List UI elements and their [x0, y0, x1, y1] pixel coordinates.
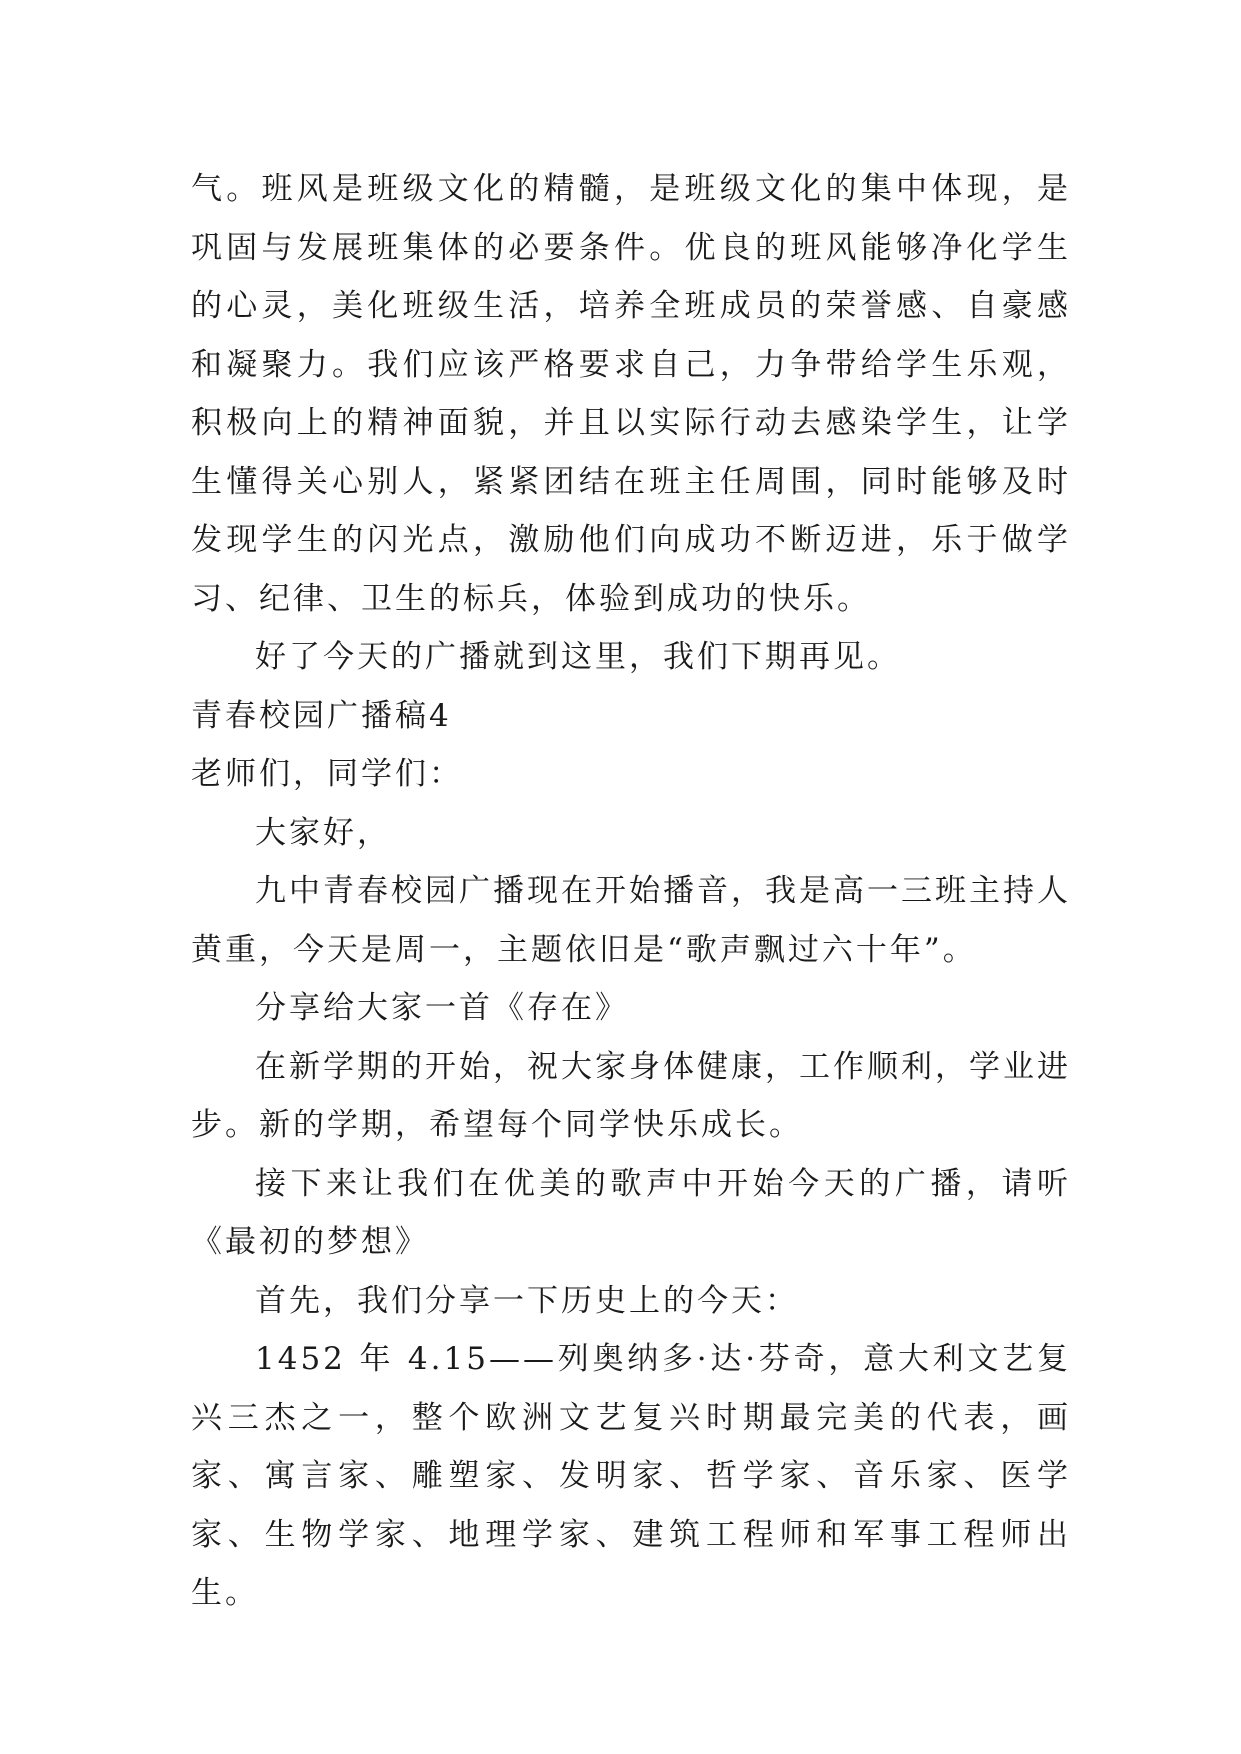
paragraph-history-intro: 首先，我们分享一下历史上的今天：	[255, 1282, 799, 1319]
paragraph-intro: 九中青春校园广播现在开始播音，我是高一三班主持人黄重，今天是周一，主题依旧是“歌声飘过六十年”。	[191, 873, 1071, 968]
paragraph-greeting: 大家好，	[255, 814, 391, 851]
paragraph-class-culture: 气。班风是班级文化的精髓，是班级文化的集中体现，是巩固与发展班集体的必要条件。优良的班风能够净化学生的心灵，美化班级生活，培养全班成员的荣誉感、自豪感和凝聚力。我们应该严格要求自己，力争带给学生乐观，积极向上的精神面貌，并且以实际行动去感染学生，让学生懂得关心别人，紧紧团结在班主任周围，同时能够及时发现学生的闪光点，激励他们向成功不断迈进，乐于做学习、纪律、卫生的标兵，体验到成功的快乐。	[191, 171, 1071, 617]
paragraph-closing: 好了今天的广播就到这里，我们下期再见。	[255, 639, 901, 675]
section-heading: 青春校园广播稿4	[191, 697, 452, 734]
paragraph-salutation: 老师们，同学们：	[191, 756, 463, 792]
paragraph-song-listen: 接下来让我们在优美的歌声中开始今天的广播，请听《最初的梦想》	[191, 1165, 1071, 1260]
document-body	[191, 160, 1071, 1623]
paragraph-song-share: 分享给大家一首《存在》	[255, 990, 629, 1026]
paragraph-wishes: 在新学期的开始，祝大家身体健康，工作顺利，学业进步。新的学期，希望每个同学快乐成长。	[191, 1048, 1071, 1143]
paragraph-history-davinci: 1452 年 4.15——列奥纳多·达·芬奇，意大利文艺复兴三杰之一，整个欧洲文艺复兴时期最完美的代表，画家、寓言家、雕塑家、发明家、哲学家、音乐家、医学家、生物学家、地理学家、建筑工程师和军事工程师出生。	[191, 1341, 1071, 1611]
